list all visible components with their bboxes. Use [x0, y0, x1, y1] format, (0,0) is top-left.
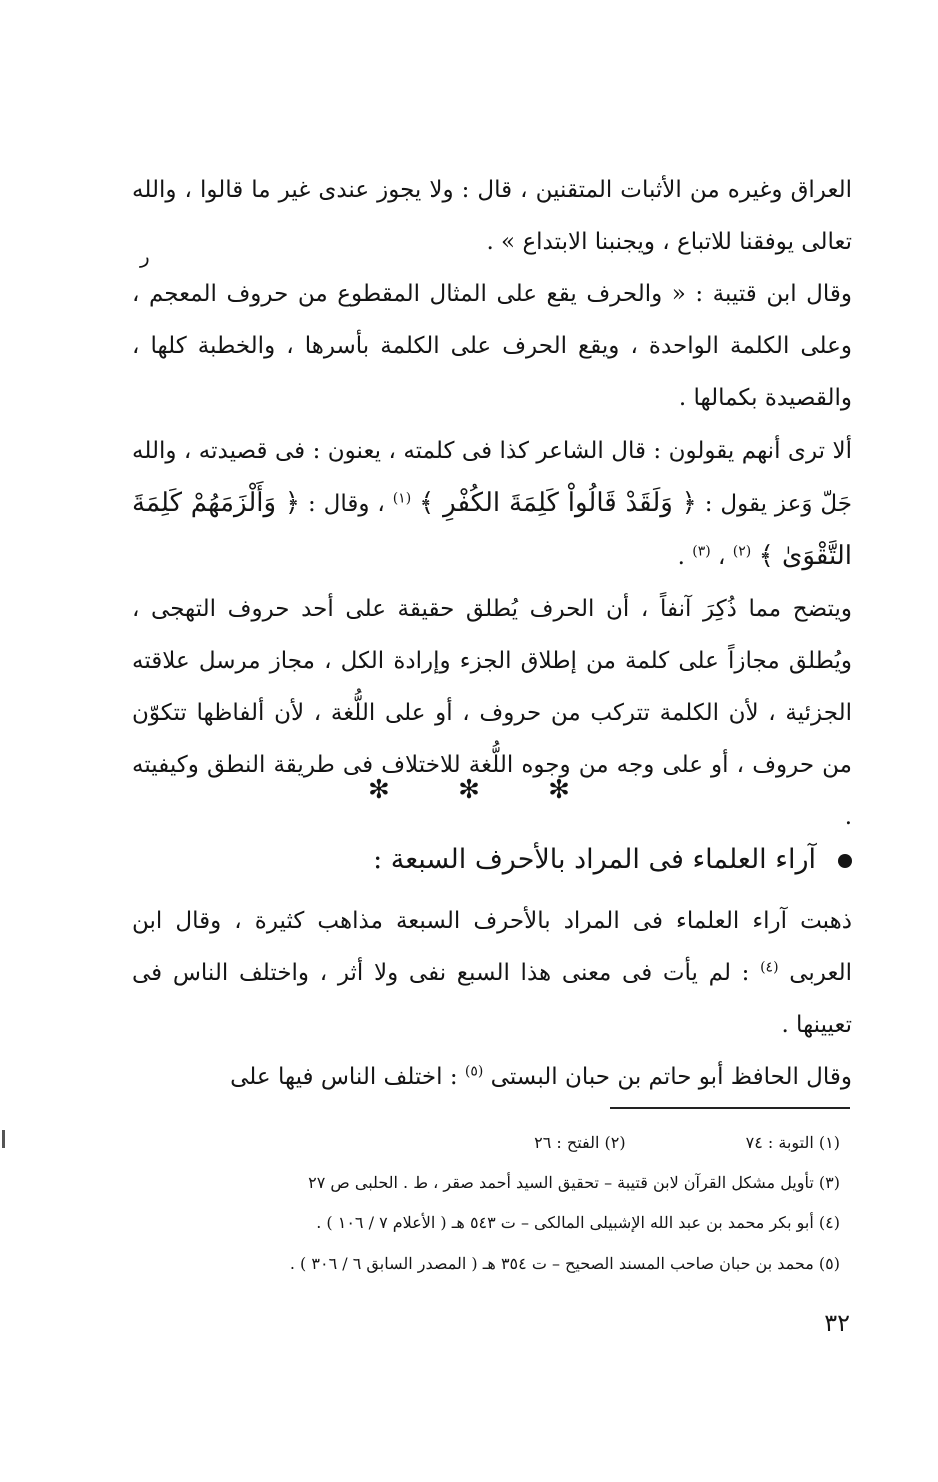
footnote-5: (٥) محمد بن حبان صاحب المسند الصحيح – ت ٣٥٤ هـ ( المصدر السابق ٦ / ٣٠٦ ) . [289, 1254, 840, 1273]
star-ornament: ✻ [458, 775, 480, 805]
margin-mark: ر [140, 244, 150, 268]
paragraph-3-text [132, 425, 852, 583]
paragraph-6-part-a: وقال الحافظ أبو حاتم بن حبان البستى [483, 1064, 852, 1090]
footnote-ref-1: (١) [392, 490, 412, 507]
paragraph-3-part-d: . [677, 544, 693, 570]
footnote-ref-3: (٣) [692, 543, 711, 560]
paragraph-5-part-a: ذهبت آراء العلماء فى المراد بالأحرف السبعة مذاهب كثيرة ، وقال ابن العربى [132, 908, 852, 986]
footnote-3: (٣) تأويل مشكل القرآن لابن قتيبة – تحقيق السيد أحمد صقر ، ط . الحلبى ص ٢٧ [308, 1173, 840, 1192]
paragraph-5 [132, 895, 852, 1051]
paragraph-6-part-b: : اختلف الناس فيها على [230, 1064, 465, 1090]
paragraph-5-text [132, 895, 852, 1051]
quran-verse-1: ﴿ وَلَقَدْ قَالُواْ كَلِمَةَ الكُفْرِ ﴾ [419, 488, 697, 518]
paragraph-5-part-b: : لم يأت فى معنى هذا السبع نفى ولا أثر ، واختلف الناس فى تعيينها . [132, 960, 852, 1038]
quran-verse-2: ﴿ وَأَلْزَمَهُمْ كَلِمَةَ التَّقْوَىٰ ﴾ [132, 488, 852, 571]
footnote-2: (٢) الفتح : ٢٦ [534, 1133, 626, 1152]
paragraph-2-text: وقال ابن قتيبة : « والحرف يقع على المثال المقطوع من حروف المعجم ، وعلى الكلمة الواحدة ، ويقع الحرف على الكلمة بأسرها ، والخطبة كلها ، والقصيدة بكمالها . [132, 281, 852, 411]
bullet-icon [838, 854, 852, 868]
paragraph-3-part-a: ألا ترى أنهم يقولون : قال الشاعر كذا فى كلمته ، يعنون : فى قصيدته ، والله جَلّ وَعز يقول : [132, 438, 852, 517]
page-number: ٣٢ [824, 1309, 850, 1337]
margin-scan-mark [2, 1130, 5, 1148]
footnote-4: (٤) أبو بكر محمد بن عبد الله الإشبيلى المالكى – ت ٥٤٣ هـ ( الأعلام ٧ / ١٠٦ ) . [316, 1213, 840, 1232]
footnote-1: (١) التوبة : ٧٤ [745, 1133, 840, 1152]
star-ornament: ✻ [368, 775, 390, 805]
footnote-ref-2: (٢) [732, 543, 752, 560]
paragraph-6-text [132, 1051, 852, 1103]
paragraph-2 [132, 268, 852, 424]
section-separator [0, 775, 938, 805]
section-heading [132, 834, 852, 886]
paragraph-3 [132, 425, 852, 583]
paragraph-3-part-b: ، وقال : [300, 491, 393, 517]
footnote-row-1-2 [150, 1123, 840, 1163]
star-ornament: ✻ [548, 775, 570, 805]
paragraph-6 [132, 1051, 852, 1103]
section-heading-text: آراء العلماء فى المراد بالأحرف السبعة : [373, 844, 816, 875]
footnote-ref-4: (٤) [760, 959, 779, 976]
footnote-ref-5: (٥) [464, 1063, 484, 1080]
paragraph-1 [132, 164, 852, 268]
paragraph-3-part-c: ، [710, 544, 733, 570]
paragraph-1-text: العراق وغيره من الأثبات المتقنين ، قال : ولا يجوز عندى غير ما قالوا ، والله تعالى يوفقنا للاتباع ، ويجنبنا الابتداع » . [132, 177, 852, 255]
paragraph-4-text: ويتضح مما ذُكِرَ آنفاً ، أن الحرف يُطلق حقيقة على أحد حروف التهجى ، ويُطلق مجازاً على كلمة من إطلاق الجزء وإرادة الكل ، مجاز مرسل علاقته الجزئية ، لأن الكلمة تتركب من حروف ، أو على اللُّغة ، لأن ألفاظها تتكوّن من حروف ، أو على وجه من وجوه اللُّغة للاختلاف فى طريقة النطق وكيفيته . [132, 596, 852, 830]
footnote-divider [610, 1107, 850, 1109]
